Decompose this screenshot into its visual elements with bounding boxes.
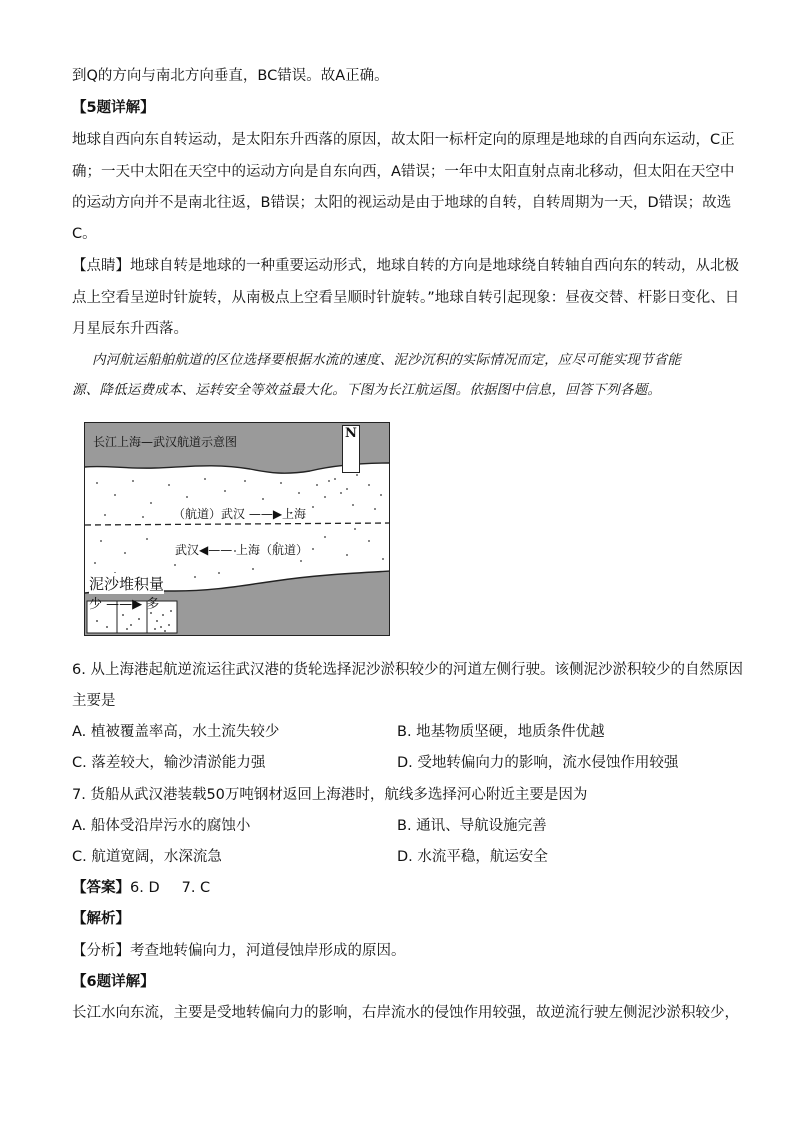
question-6-cont: 主要是 (72, 693, 116, 709)
option-7c: C. 航道宽阔，水深流急 (72, 849, 222, 865)
route-downstream-label: （航道）武汉 ——▶上海 (173, 507, 307, 521)
text-line: 的运动方向并不是南北往返，B错误；太阳的视运动是由于地球的自转，自转周期为一天，D错误；故选 (72, 195, 732, 211)
intro-line: 内河航运船舶航道的区位选择要根据水流的速度、泥沙沉积的实际情况而定，应尽可能实现节省能 (92, 352, 682, 368)
note-line: 【点睛】地球自转是地球的一种重要运动形式，地球自转的方向是地球绕自转轴自西向东的转动，从北极 (72, 258, 739, 274)
map-title: 长江上海—武汉航道示意图 (93, 435, 238, 449)
text-line: 到Q的方向与南北方向垂直，BC错误。故A正确。 (72, 68, 389, 84)
north-label: N (345, 426, 357, 441)
option-6b: B. 地基物质坚硬，地质条件优越 (397, 724, 605, 740)
yangtze-route-map (84, 422, 390, 636)
legend-title: 泥沙堆积量 (89, 575, 165, 593)
section-heading-5: 【5题详解】 (72, 100, 155, 116)
channel-divider (85, 523, 390, 525)
text-line: 长江水向东流，主要是受地转偏向力的影响，右岸流水的侵蚀作用较强，故逆流行驶左侧泥沙淤积较少， (72, 1005, 739, 1021)
sediment-dots (94, 474, 384, 578)
north-indicator (342, 425, 360, 473)
option-7d: D. 水流平稳，航运安全 (397, 849, 548, 865)
text-line: C。 (72, 226, 97, 242)
option-6d: D. 受地转偏向力的影响，流水侵蚀作用较强 (397, 755, 679, 771)
note-line: 点上空看呈逆时针旋转，从南极点上空看呈顺时针旋转。”地球自转引起现象：昼夜交替、杆影日变化、日 (72, 290, 740, 306)
text-line: 确；一天中太阳在天空中的运动方向是自东向西，A错误；一年中太阳直射点南北移动，但太阳在天空中 (72, 164, 735, 180)
answer-7: 7. C (181, 880, 211, 896)
option-7a: A. 船体受沿岸污水的腐蚀小 (72, 818, 251, 834)
option-6c: C. 落差较大，输沙清淤能力强 (72, 755, 266, 771)
answer-line (72, 878, 722, 898)
answer-label: 【答案】 (72, 880, 130, 896)
section-heading-6: 【6题详解】 (72, 974, 155, 990)
question-7: 7. 货船从武汉港装载50万吨钢材返回上海港时，航线多选择河心附近主要是因为 (72, 787, 588, 803)
text-line: 地球自西向东自转运动，是太阳东升西落的原因，故太阳一标杆定向的原理是地球的自西向东运动，C正 (72, 132, 735, 148)
analysis-line: 【分析】考查地转偏向力，河道侵蚀岸形成的原因。 (72, 943, 406, 959)
intro-line: 源、降低运费成本、运转安全等效益最大化。下图为长江航运图。依据图中信息，回答下列各题。 (72, 382, 662, 398)
answer-6: 6. D (130, 880, 160, 896)
question-6: 6. 从上海港起航逆流运往武汉港的货轮选择泥沙淤积较少的河道左侧行驶。该侧泥沙淤积较少的自然原因 (72, 662, 743, 678)
analysis-heading: 【解析】 (72, 911, 130, 927)
route-upstream-label: 武汉◀—— 上海（航道） (175, 543, 309, 557)
legend-arrow: 少 ——▶ 多 (89, 597, 160, 612)
note-line: 月星辰东升西落。 (72, 321, 188, 337)
option-6a: A. 植被覆盖率高，水土流失较少 (72, 724, 280, 740)
option-7b: B. 通讯、导航设施完善 (397, 818, 547, 834)
